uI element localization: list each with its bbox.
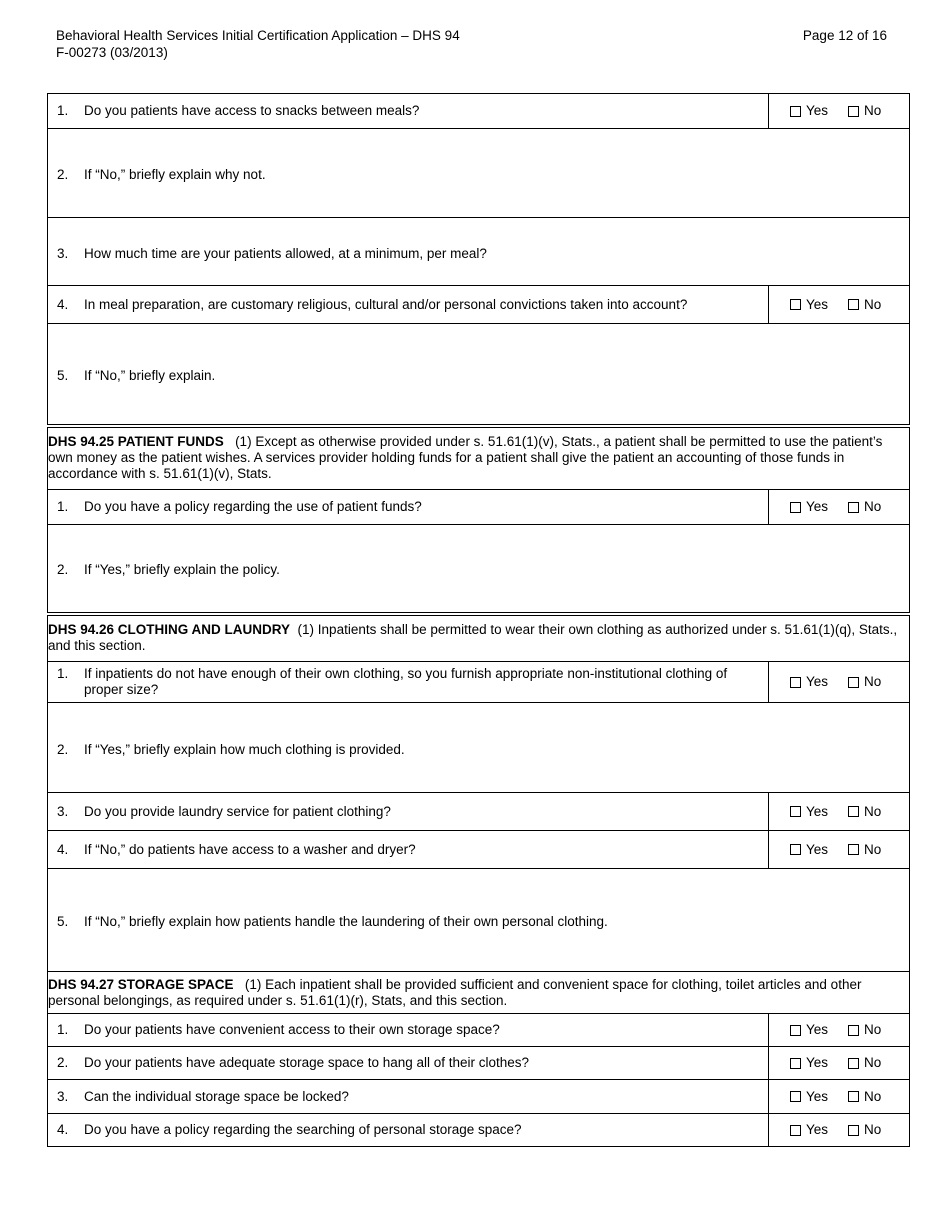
question-number: 3. <box>57 246 69 261</box>
section-body: (1) Except as otherwise provided under s. 51.61(1)(v), Stats., a patient shall be permitted to use the patient’s own money as the patient wishes. A services provider holding funds for a patient shall give the patient an accounting of those funds in accordance with s. 51.61(1)(v), Stats. <box>48 434 883 482</box>
question-row <box>48 490 910 525</box>
yes-no-group <box>769 1089 909 1105</box>
no-label: No <box>864 1122 882 1137</box>
question-row <box>48 286 910 324</box>
answer-area[interactable] <box>48 218 910 286</box>
question-number: 5. <box>57 367 69 383</box>
answer-area[interactable] <box>48 129 910 218</box>
section-storage-space <box>48 972 910 1014</box>
question-text: Do your patients have convenient access to their own storage space? <box>84 1022 500 1037</box>
no-checkbox[interactable] <box>848 677 859 688</box>
question-number: 4. <box>57 1122 69 1137</box>
answer-area[interactable] <box>48 703 910 793</box>
section-patient-funds <box>48 426 910 490</box>
question-number: 4. <box>57 296 69 312</box>
no-label: No <box>864 841 882 857</box>
question-number: 4. <box>57 841 69 857</box>
question-row <box>48 793 910 831</box>
yes-no-group <box>769 804 909 820</box>
form-number: F-00273 (03/2013) <box>56 45 168 60</box>
question-number: 2. <box>57 167 69 182</box>
answer-area[interactable] <box>48 869 910 972</box>
question-number: 1. <box>57 1022 69 1037</box>
yes-checkbox[interactable] <box>790 502 801 513</box>
question-number: 3. <box>57 803 69 819</box>
section-body: (1) Each inpatient shall be provided sufficient and convenient space for clothing, toilet articles and other personal belongings, as required under s. 51.61(1)(r), Stats, and this section. <box>48 976 862 1008</box>
question-text: If “No,” briefly explain how patients handle the laundering of their own personal clothing. <box>84 914 608 929</box>
answer-row <box>48 324 910 426</box>
yes-checkbox[interactable] <box>790 1025 801 1036</box>
yes-no-group <box>769 499 909 515</box>
question-number: 1. <box>57 103 69 118</box>
question-text: If “No,” briefly explain why not. <box>84 167 266 182</box>
form-title: Behavioral Health Services Initial Certification Application – DHS 94 <box>56 28 460 43</box>
yes-no-group <box>769 1122 909 1138</box>
yes-label: Yes <box>806 1088 829 1104</box>
page-header-left <box>56 27 460 61</box>
question-row <box>48 1080 910 1114</box>
question-text: If inpatients do not have enough of their own clothing, so you furnish appropriate non-institutional clothing of proper size? <box>84 666 728 697</box>
no-checkbox[interactable] <box>848 1025 859 1036</box>
yes-no-group <box>769 1055 909 1071</box>
question-number: 2. <box>57 1055 69 1070</box>
answer-row <box>48 525 910 614</box>
yes-label: Yes <box>806 841 829 857</box>
yes-label: Yes <box>806 674 829 689</box>
yes-label: Yes <box>806 1022 829 1037</box>
question-text: Do your patients have adequate storage space to hang all of their clothes? <box>84 1055 530 1070</box>
yes-label: Yes <box>806 803 829 819</box>
no-checkbox[interactable] <box>848 106 859 117</box>
no-label: No <box>864 296 882 312</box>
answer-area[interactable] <box>48 324 910 426</box>
question-row <box>48 662 910 703</box>
no-checkbox[interactable] <box>848 1058 859 1069</box>
section-clothing-laundry <box>48 614 910 662</box>
answer-row <box>48 869 910 972</box>
question-text: In meal preparation, are customary religious, cultural and/or personal convictions taken into account? <box>84 296 688 312</box>
no-checkbox[interactable] <box>848 1091 859 1102</box>
no-checkbox[interactable] <box>848 502 859 513</box>
yes-checkbox[interactable] <box>790 806 801 817</box>
question-row <box>48 94 910 129</box>
yes-checkbox[interactable] <box>790 106 801 117</box>
answer-row <box>48 218 910 286</box>
no-checkbox[interactable] <box>848 299 859 310</box>
question-text: If “Yes,” briefly explain the policy. <box>84 562 280 578</box>
question-number: 1. <box>57 499 69 514</box>
yes-no-group <box>769 674 909 690</box>
yes-checkbox[interactable] <box>790 677 801 688</box>
answer-row <box>48 703 910 793</box>
no-label: No <box>864 499 882 514</box>
yes-checkbox[interactable] <box>790 299 801 310</box>
section-body: (1) Inpatients shall be permitted to wear their own clothing as authorized under s. 51.61(1)(q), Stats., and this section. <box>48 622 898 654</box>
question-number: 2. <box>57 741 69 757</box>
answer-row <box>48 129 910 218</box>
question-text: Do you have a policy regarding the searching of personal storage space? <box>84 1122 522 1137</box>
yes-checkbox[interactable] <box>790 844 801 855</box>
yes-label: Yes <box>806 1122 829 1137</box>
question-text: Do you patients have access to snacks between meals? <box>84 103 420 118</box>
yes-no-group <box>769 103 909 119</box>
question-text: If “Yes,” briefly explain how much clothing is provided. <box>84 741 405 757</box>
question-number: 3. <box>57 1088 69 1104</box>
yes-checkbox[interactable] <box>790 1125 801 1136</box>
no-label: No <box>864 103 882 118</box>
section-heading: DHS 94.25 PATIENT FUNDS <box>48 434 224 450</box>
question-number: 5. <box>57 914 69 929</box>
question-number: 1. <box>57 666 69 681</box>
yes-no-group <box>769 297 909 313</box>
no-checkbox[interactable] <box>848 806 859 817</box>
yes-checkbox[interactable] <box>790 1091 801 1102</box>
section-heading: DHS 94.27 STORAGE SPACE <box>48 976 234 992</box>
question-text: If “No,” do patients have access to a washer and dryer? <box>84 841 416 857</box>
no-checkbox[interactable] <box>848 844 859 855</box>
question-text: If “No,” briefly explain. <box>84 367 216 383</box>
no-label: No <box>864 1022 882 1037</box>
yes-label: Yes <box>806 499 829 514</box>
page-number: Page 12 of 16 <box>802 28 887 43</box>
yes-label: Yes <box>806 296 829 312</box>
question-text: Do you provide laundry service for patient clothing? <box>84 803 391 819</box>
yes-label: Yes <box>806 1055 829 1070</box>
questionnaire-table <box>47 93 910 1147</box>
no-label: No <box>864 1088 882 1104</box>
question-row <box>48 1047 910 1080</box>
question-text: How much time are your patients allowed, at a minimum, per meal? <box>84 246 487 261</box>
question-row <box>48 1114 910 1147</box>
yes-no-group <box>769 842 909 858</box>
yes-label: Yes <box>806 103 829 118</box>
question-text: Do you have a policy regarding the use of patient funds? <box>84 499 422 514</box>
no-label: No <box>864 1055 882 1070</box>
question-number: 2. <box>57 562 69 578</box>
section-heading: DHS 94.26 CLOTHING AND LAUNDRY <box>48 622 291 638</box>
answer-area[interactable] <box>48 525 910 614</box>
question-text: Can the individual storage space be locked? <box>84 1088 349 1104</box>
question-row <box>48 831 910 869</box>
no-checkbox[interactable] <box>848 1125 859 1136</box>
no-label: No <box>864 803 882 819</box>
question-row <box>48 1014 910 1047</box>
no-label: No <box>864 674 882 689</box>
yes-no-group <box>769 1022 909 1038</box>
yes-checkbox[interactable] <box>790 1058 801 1069</box>
